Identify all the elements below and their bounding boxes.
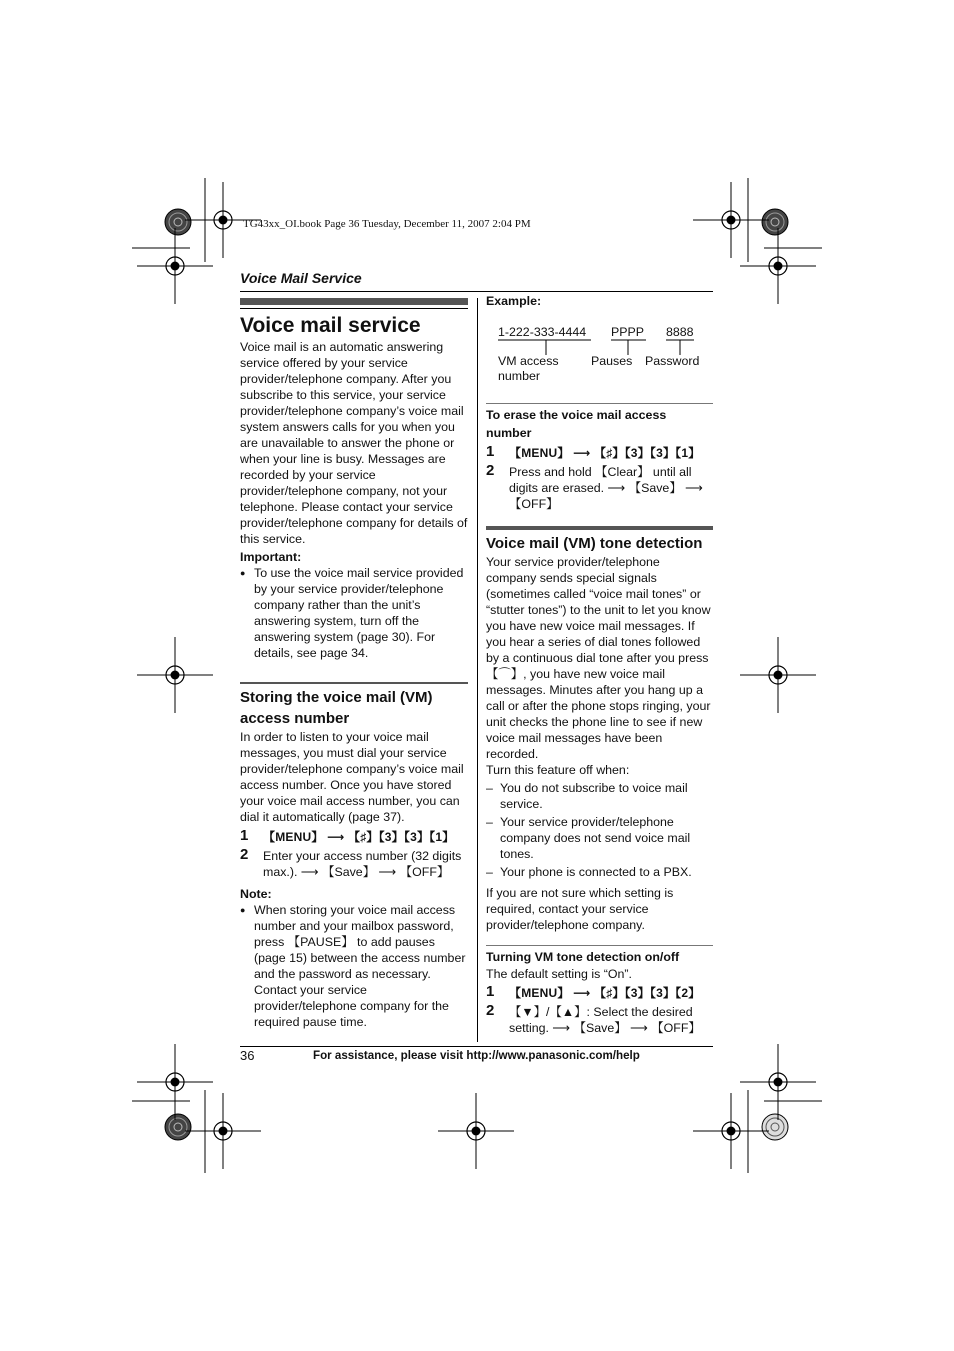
step-number: 1 (486, 983, 495, 1000)
intro-paragraph: Voice mail is an automatic answering service offered by your service provider/telephone company. After you subscribe to this service, your service provider/telephone company’s voice mail system answers calls for you when you are unavailable to answer the phone or when your line is busy. Messages are recorded by your service provider/telephone company, not your telephone. Please contact your service provider/telephone company for details of this service. (240, 340, 468, 546)
registration-wheel-icon (165, 1114, 191, 1140)
tone-paragraph: Your service provider/telephone company sends special signals (sometimes called “voice mail tones” or “stutter tones”) to the unit to let you know you have new voice mail messages. If you hear a series of dial tones followed by a continuous dial tone after you press 【⌒】, you have new voice mail messages. Minutes after you hang up a call or after the phone stops ringing, your unit checks the phone line to see if new voice mail messages have been recorded. (486, 555, 711, 761)
example-pauses: PPPP (611, 325, 645, 339)
dash-mark: – (486, 781, 493, 795)
storing-step-1 (240, 829, 468, 845)
tone-section-bar (486, 526, 713, 530)
default-setting-text: The default setting is “On”. (486, 967, 633, 981)
crosshair-icon (740, 1044, 816, 1120)
important-bullet: ● To use the voice mail service provided by your service provider/telephone company rather than the unit’s answering system, turn off the answering system (page 30). For details, see page 34. (240, 565, 468, 661)
dash-mark: – (486, 865, 493, 879)
dash-mark: – (486, 815, 493, 829)
example-access-number: 1-222-333-4444 (498, 325, 587, 339)
erase-heading: To erase the voice mail access number (486, 408, 667, 440)
step-number: 2 (486, 462, 495, 479)
storing-heading: Storing the voice mail (VM) access number (240, 689, 433, 727)
dash-item (486, 814, 713, 862)
crosshair-icon (137, 228, 213, 304)
book-info-line: TG43xx_OI.book Page 36 Tuesday, December 11, 2007 2:04 PM (243, 218, 531, 230)
label-pauses: Pauses (591, 354, 633, 368)
erase-section (486, 406, 713, 512)
example-label: Example: (486, 294, 542, 308)
running-head: Voice Mail Service (240, 270, 362, 286)
step-keys: 【MENU】 ⟶ 【♯】【3】【3】【1】 (263, 830, 455, 844)
turning-step-1 (486, 985, 713, 1001)
label-number: number (498, 369, 541, 383)
example-password: 8888 (666, 325, 694, 339)
note-label: Note: (240, 887, 272, 901)
turning-heading: Turning VM tone detection on/off (486, 950, 680, 964)
header-rule (240, 291, 713, 292)
label-vm-access: VM access (498, 354, 559, 368)
turning-rule (486, 945, 713, 946)
crosshair-icon (438, 1093, 514, 1169)
dash-item (486, 864, 713, 880)
registration-wheel-icon (762, 209, 788, 235)
step-text: Enter your access number (32 digits max.). ⟶ 【Save】 ⟶ 【OFF】 (263, 849, 462, 879)
storing-paragraph: In order to listen to your voice mail messages, you must dial your service provider/telephone company’s voice mail access number. Once you have stored your voice mail access number, you can dial it automatically (page 37). (240, 730, 464, 824)
crosshair-icon (185, 1093, 261, 1169)
storing-step-2 (240, 848, 468, 880)
storing-section (240, 687, 468, 1030)
important-label: Important: (240, 550, 302, 564)
turning-section (486, 948, 713, 1036)
registration-wheel-icon (165, 209, 191, 235)
tone-section (486, 533, 713, 933)
page-number: 36 (240, 1048, 255, 1063)
section-bar (240, 298, 468, 305)
turn-off-label: Turn this feature off when: (486, 763, 630, 777)
dash-item-text: Your phone is connected to a PBX. (500, 865, 692, 879)
crosshair-icon (137, 1044, 213, 1120)
step-text: Press and hold 【Clear】 until all digits are erased. ⟶ 【Save】 ⟶ 【OFF】 (509, 465, 703, 511)
crosshair-icon (693, 1093, 769, 1169)
dash-item-text: Your service provider/telephone company does not send voice mail tones. (500, 815, 691, 861)
crosshair-icon (740, 228, 816, 304)
tone-heading: Voice mail (VM) tone detection (486, 535, 703, 552)
column-divider (477, 298, 478, 1042)
step-number: 1 (486, 443, 495, 460)
turning-step-2 (486, 1004, 713, 1036)
label-password: Password (645, 354, 700, 368)
step-text: 【▼】/【▲】: Select the desired setting. ⟶ 【Save】 ⟶ 【OFF】 (509, 1005, 701, 1035)
step-number: 2 (486, 1002, 495, 1019)
registration-wheel-icon (762, 1114, 788, 1140)
crosshair-icon (740, 637, 816, 713)
erase-step-1 (486, 445, 713, 461)
note-bullet: ● When storing your voice mail access number and your mailbox password, press 【PAUSE】 to add pauses (page 15) between the access number and the password as necessary. Contact your service provider/telephone company for the required pause time. (240, 902, 468, 1030)
crosshair-icon (137, 637, 213, 713)
step-keys: 【MENU】 ⟶ 【♯】【3】【3】【1】 (509, 446, 701, 460)
page-title: Voice mail service (240, 314, 421, 337)
erase-rule (486, 403, 713, 404)
dash-item-text: You do not subscribe to voice mail service. (500, 781, 688, 811)
step-number: 2 (240, 846, 249, 863)
section-rule (240, 308, 468, 309)
left-column (240, 313, 468, 661)
footer-help-text: For assistance, please visit http://www.panasonic.com/help (313, 1049, 640, 1062)
step-number: 1 (240, 827, 249, 844)
erase-step-2 (486, 464, 713, 512)
footer-rule (240, 1046, 713, 1047)
crosshair-icon (693, 182, 769, 258)
dash-item (486, 780, 713, 812)
not-sure-paragraph: If you are not sure which setting is required, contact your service provider/telephone company. (486, 886, 674, 932)
subsection-rule (240, 682, 468, 684)
step-keys: 【MENU】 ⟶ 【♯】【3】【3】【2】 (509, 986, 701, 1000)
